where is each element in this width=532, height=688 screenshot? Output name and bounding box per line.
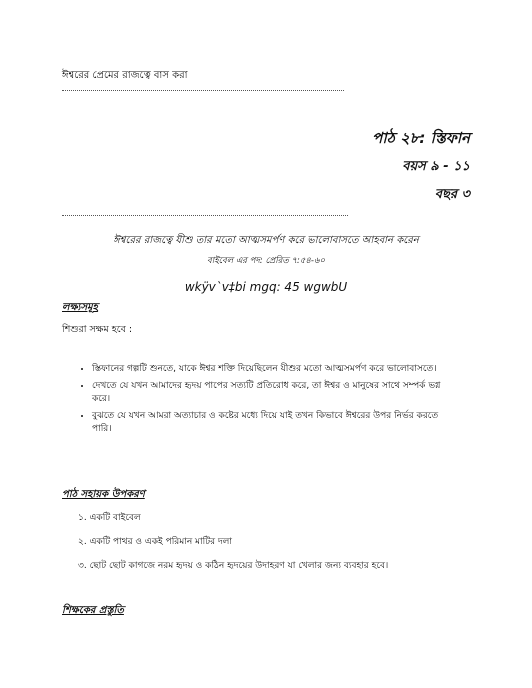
bible-passage: বাইবেল এর পদ: প্রেরিত ৭:৫৪-৬০	[207, 256, 325, 266]
preparation-heading: শিক্ষকের প্রস্তুতি	[62, 605, 124, 616]
objectives-list	[78, 363, 452, 440]
lesson-year: বছর ৩	[434, 187, 470, 202]
document-header: ঈশ্বরের প্রেমের রাজত্বে বাস করা	[62, 70, 188, 81]
lesson-age: বয়স ৯ - ১১	[402, 159, 470, 174]
list-item: • স্তিফানের গল্পটি শুনতে, যাকে ঈশ্বর শক্তি দিয়েছিলেন যীশুর মতো আত্মসমর্পণ করে ভালোবাসতে।	[92, 363, 452, 376]
objectives-intro: শিশুরা সক্ষম হবে :	[62, 324, 133, 335]
list-item: • দেখতে যে যখন আমাদের হৃদয় পাপের সত্যটি প্রতিরোধ করে, তা ঈশ্বর ও মানুষের সাথে সম্পর্ক ভগ্ন করে।	[92, 380, 452, 406]
lesson-title: পাঠ ২৮: স্তিফান	[372, 129, 470, 147]
list-item: • বুঝতে যে যখন আমরা অত্যাচার ও কষ্টের মধ্যে দিয়ে যাই তখন কিভাবে ঈশ্বরের উপর নির্ভর করতে পারি।	[92, 410, 452, 436]
dotted-divider	[62, 90, 344, 91]
memory-verse: wkÿv`v‡bi mgq: 45 wgwbU	[184, 280, 348, 294]
lesson-subtitle: ঈশ্বরের রাজত্বে যীশু তার মতো আত্মসমর্পণ করে ভালোবাসতে আহবান করেন	[113, 235, 419, 246]
materials-list	[78, 510, 478, 582]
objectives-heading: লক্ষ্যসমূহ	[62, 302, 98, 313]
dotted-divider	[62, 215, 348, 216]
list-item: ২. একটি পাথর ও একই পরিমান মাটির দলা	[78, 537, 233, 547]
materials-heading: পাঠ সহায়ক উপকরণ	[62, 489, 145, 500]
list-item: ১. একটি বাইবেল	[78, 513, 141, 523]
list-item: ৩. ছোট ছোট কাগজে নরম হৃদয় ও কঠিন হৃদয়ের উদাহরণ যা খেলার জন্য ব্যবহার হবে।	[78, 561, 389, 571]
